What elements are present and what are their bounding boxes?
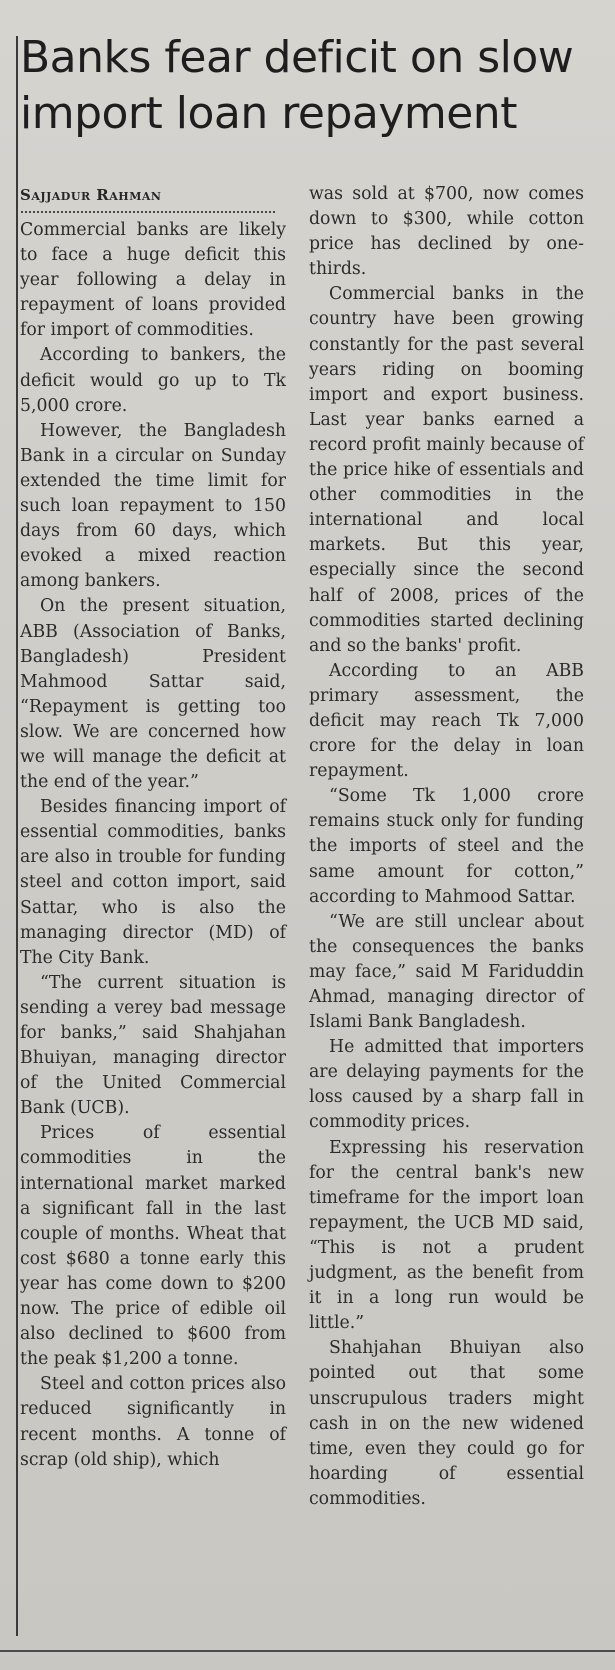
paragraph: was sold at $700, now comes down to $300, while cotton price has declined by one-thirds. [309,184,584,280]
paragraph: However, the Bangladesh Bank in a circular on Sunday extended the time limit for such loan repayment to 150 days from 60 days, which evoked a mixed reaction among bankers. [20,420,286,592]
paragraph: “We are still unclear about the consequences the banks may face,” said M Fariduddin Ahmad, managing director of Islami Bank Bangladesh. [309,911,584,1033]
bottom-rule [0,1650,615,1652]
article-column-1 [20,218,286,1473]
paragraph: Steel and cotton prices also reduced significantly in recent months. A tonne of scrap (old ship), which [20,1374,286,1470]
paragraph: Besides financing import of essential commodities, banks are also in trouble for funding steel and cotton import, said Sattar, who is also the managing director (MD) of The City Bank. [20,797,286,968]
paragraph: He admitted that importers are delaying payments for the loss caused by a sharp fall in commodity prices. [309,1037,584,1133]
paragraph: According to an ABB primary assessment, the deficit may reach Tk 7,000 crore for the delay in loan repayment. [309,660,584,782]
paragraph: Prices of essential commodities in the international market marked a significant fall in the last couple of months. Wheat that cost $680 a tonne early this year has come down to $200 now. The price of edible oil also declined to $600 from the peak $1,200 a tonne. [20,1123,286,1370]
paragraph: Commercial banks are likely to face a huge deficit this year following a delay in repayment of loans provided for import of commodities. [20,220,286,341]
paragraph: Expressing his reservation for the central bank's new timeframe for the import loan repayment, the UCB MD said, “This is not a prudent judgment, as the benefit from it in a long run would be little.” [309,1137,584,1334]
paragraph: “Some Tk 1,000 crore remains stuck only for funding the imports of steel and the same amount for cotton,” according to Mahmood Sattar. [309,786,584,907]
article-column-2 [309,182,584,1512]
paragraph: Shahjahan Bhuiyan also pointed out that some unscrupulous traders might cash in on the new widened time, even they could go for hoarding of essential commodities. [309,1338,584,1509]
paragraph: According to bankers, the deficit would go up to Tk 5,000 crore. [20,345,286,416]
paragraph: On the present situation, ABB (Association of Banks, Bangladesh) President Mahmood Sattar said, “Repayment is getting too slow. We are concerned how we will manage the deficit at the end of the year.” [20,596,286,793]
left-column-rule [16,36,18,1636]
headline: Banks fear deficit on slow import loan repayment [20,32,574,139]
paragraph: Commercial banks in the country have been growing constantly for the past several years riding on booming import and export business. Last year banks earned a record profit mainly because of the price hike of essentials and other commodities in the international and local markets. But this year, especially since the second half of 2008, prices of the commodities started declining and so the banks' profit. [309,284,584,656]
byline: Sajjadur Rahman [20,186,162,204]
byline-divider [20,210,275,214]
paragraph: “The current situation is sending a verey bad message for banks,” said Shahjahan Bhuiyan, managing director of the United Commercial Bank (UCB). [20,972,286,1119]
